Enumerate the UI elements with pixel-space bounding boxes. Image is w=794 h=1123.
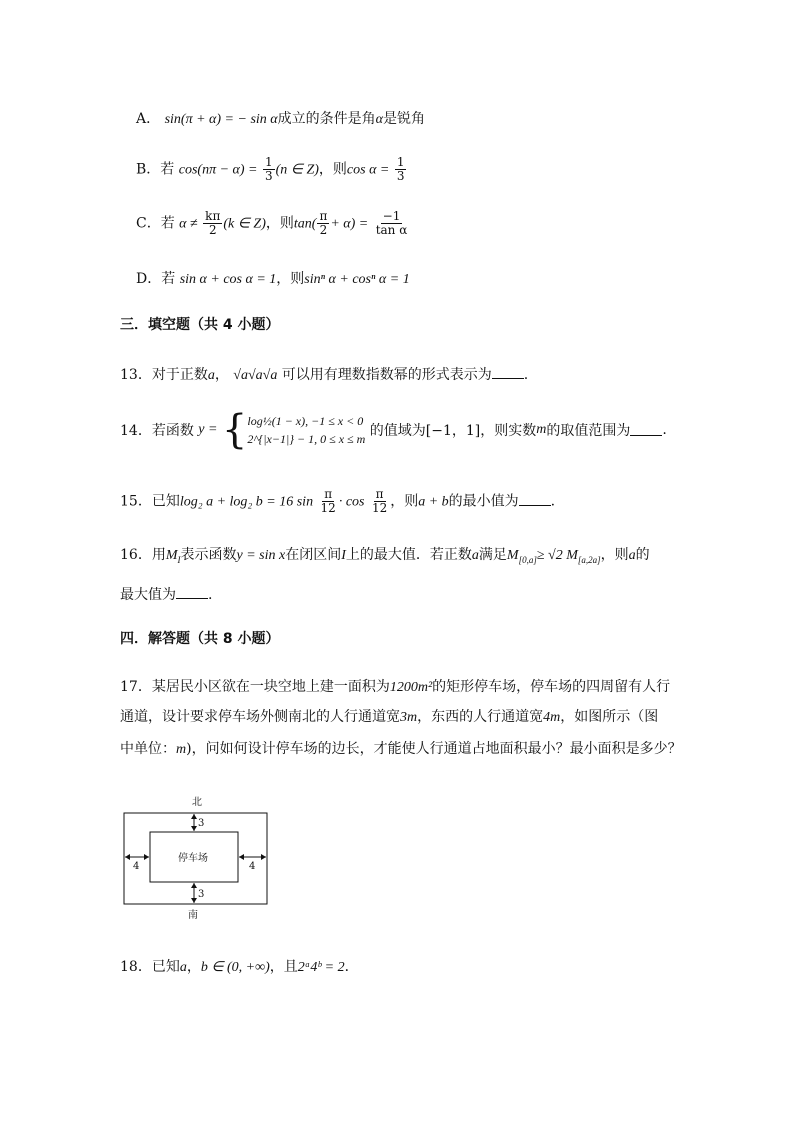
option-d-label: D．若 [136,271,176,287]
q16-text-b: 表示函数 [180,547,237,563]
option-b-label: B．若 [136,161,175,178]
question-14 [120,407,667,453]
q16-m7: a [628,548,636,563]
question-18 [120,956,359,976]
q18-m2: b ∈ (0, +∞) [200,960,270,975]
option-c-m4: + α) = [330,216,369,232]
q15-end: . [550,493,556,510]
question-16-line-2 [120,584,212,604]
q16-m3: I [341,548,346,563]
q16-text-c: 在闭区间 [285,547,342,563]
q17-text-1b: 的矩形停车场，停车场的四周留有人行 [432,679,671,695]
q13-answer-blank[interactable] [492,367,524,379]
option-a-label: A． [136,111,161,127]
q17-width-1: 3m [400,710,418,725]
option-b-fraction-2: $\frac{1}{3}$ [396,155,405,183]
figure-south-label: 南 [188,910,198,921]
option-a-tail: 是锐角 [383,111,425,127]
option-c-fraction-2: $\frac{\pi}{2}$ [319,209,328,237]
option-d-mid: ，则 [276,271,305,287]
q15-text: ，则 [390,493,419,510]
option-a-var: α [375,112,383,127]
q18-m1: a [179,960,187,975]
option-b-m1: cos(nπ − α) = [178,162,258,178]
q14-end: . [662,422,667,438]
option-a-math: sin(π + α) = − sin α [164,112,278,127]
option-c [136,210,410,237]
q16-text-g: 的 [635,547,650,563]
option-b-m2: (n ∈ Z) [275,162,319,178]
q17-unit: m [176,742,187,757]
option-b-m3: cos α = [346,162,390,178]
q15-math-2: a + b [418,494,449,510]
question-15 [120,488,555,515]
q13-comma: ， [214,367,229,383]
section-3-title: 三．填空题（共 4 小题） [120,317,280,333]
q14-lhs: y = [198,422,218,437]
q15-num: 15．已知 [120,493,180,510]
q16-m6: ≥ √2 M [536,548,578,563]
option-b-mid: ，则 [318,161,347,178]
q14-case-2: 2^{|x−1|} − 1, 0 ≤ x ≤ m [247,432,366,446]
q16-sub-1: I [177,554,181,565]
q18-m3: 2ᵃ4ᵇ = 2 [297,960,345,975]
option-c-m2: (k ∈ Z) [223,216,266,232]
q14-var: m [536,422,547,437]
option-c-m1: α ≠ [179,216,198,232]
option-c-fraction-3: $\frac{-1}{\text{tan α}}$ [375,209,408,237]
q14-text-2: 的取值范围为 [546,423,631,439]
q17-text-2b: ，东西的人行通道宽 [417,709,544,725]
q17-width-2: 4m [543,710,561,725]
figure-top-arrow-up-icon [191,814,197,819]
figure-north-label: 北 [192,797,202,808]
q18-text: ，且 [269,959,298,975]
figure-left-arrow-right-icon [144,854,149,860]
q14-num: 14．若函数 [120,423,194,439]
q13-end: . [523,367,529,383]
q16-m4: a [471,548,479,563]
q17-text-3a: 中单位： [120,741,176,757]
figure-left-label: 4 [133,861,140,872]
q14-text: 的值域为[−1，1]，则实数 [369,423,537,439]
q14-case-1: log½(1 − x), −1 ≤ x < 0 [247,414,364,428]
q16-text-e: 满足 [478,547,507,563]
question-17-line-2 [120,706,658,726]
q17-text-1a: 17．某居民小区欲在一块空地上建一面积为 [120,679,390,695]
q16-end: . [208,587,213,603]
q14-cases [247,412,365,448]
option-c-m3: tan( [293,216,317,232]
q17-area: 1200m² [389,680,433,695]
q17-text-2a: 通道，设计要求停车场外侧南北的人行通道宽 [120,709,400,725]
q13-radical: √a√a√a [233,368,278,383]
figure-right-arrow-left-icon [239,854,244,860]
q16-sub-2: [0,a] [518,554,537,565]
option-c-fraction-1: $\frac{k\pi}{2}$ [205,209,221,237]
question-17-line-3 [120,738,682,758]
figure-center-label: 停车场 [178,853,208,864]
q16-text-d: 上的最大值．若正数 [345,547,472,563]
q16-line-2-text: 最大值为 [120,587,176,603]
question-13 [120,364,528,384]
q13-num: 13．对于正数 [120,367,208,383]
q15-math-1: log₂ a + log₂ b = 16 sin [179,494,314,510]
option-d-m2: sinⁿ α + cosⁿ α = 1 [304,272,410,287]
figure-top-arrow-down-icon [191,826,197,831]
q18-num: 18．已知 [120,959,180,975]
figure-bottom-arrow-up-icon [191,883,197,888]
q15-text-2: 的最小值为 [448,493,519,510]
q18-end: ． [344,959,359,975]
q15-fraction-1: $\frac{\pi}{12}$ [320,487,336,515]
option-b [136,156,407,183]
figure-bottom-arrow-down-icon [191,898,197,903]
q16-answer-blank[interactable] [176,587,208,599]
q14-brace: { [221,407,248,453]
option-d [136,268,410,288]
figure-right-label: 4 [249,861,256,872]
figure-left-arrow-left-icon [125,854,130,860]
q17-text-3b: )，问如何设计停车场的边长，才能使人行通道占地面积最小？最小面积是多少？ [186,741,682,757]
q16-m1: M [165,548,178,563]
option-c-mid: ，则 [265,215,294,232]
q14-answer-blank[interactable] [630,424,662,436]
q15-fraction-2: $\frac{\pi}{12}$ [371,487,388,515]
option-a [136,108,425,128]
q13-text: 可以用有理数指数幂的形式表示为 [281,367,492,383]
q16-sub-3: [a,2a] [577,554,601,565]
q16-text-a: 16．用 [120,547,166,563]
q16-text-f: ，则 [600,547,629,563]
q17-text-2c: ，如图所示（图 [560,709,659,725]
section-4-title: 四．解答题（共 8 小题） [120,631,280,647]
option-c-label: C．若 [136,215,175,232]
q16-m2: y = sin x [236,548,286,563]
parking-lot-figure [118,793,278,923]
figure-bottom-label: 3 [198,889,205,900]
option-a-text: 成立的条件是角 [277,111,376,127]
option-d-m1: sin α + cos α = 1 [179,272,277,287]
figure-right-arrow-right-icon [261,854,266,860]
option-b-fraction-1: $\frac{1}{3}$ [264,155,273,183]
q16-m5: M [506,548,519,563]
q15-answer-blank[interactable] [519,494,551,506]
question-17-line-1 [120,676,670,696]
figure-top-label: 3 [198,818,205,829]
question-16 [120,544,650,565]
q18-comma: ， [186,959,201,975]
q15-dot: · cos [338,494,365,510]
q13-var: a [207,368,215,383]
